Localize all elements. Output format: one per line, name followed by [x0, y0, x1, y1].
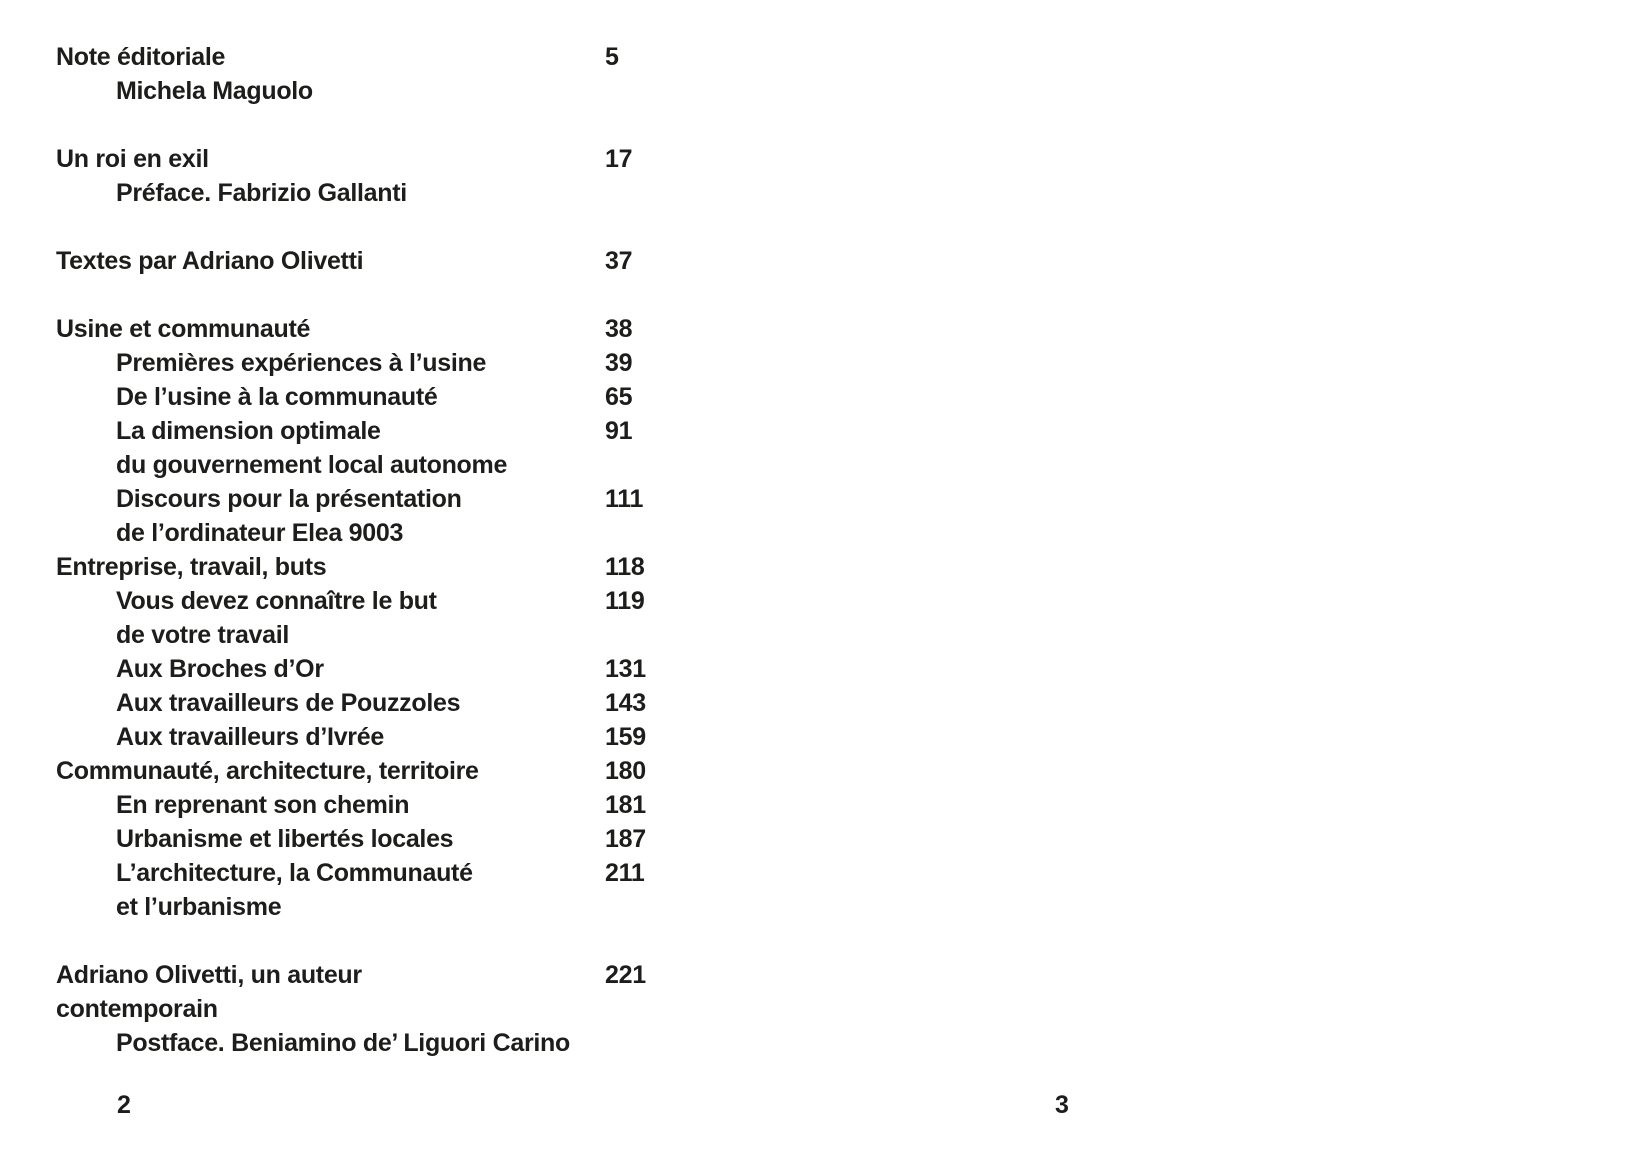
- toc-spacer: [56, 278, 756, 312]
- toc-entry-label: Note éditoriale: [56, 43, 226, 71]
- toc-entry-label: du gouvernement local autonome: [116, 451, 508, 479]
- toc-entry: [56, 448, 756, 482]
- toc-entry-page-number: 181: [605, 791, 646, 819]
- toc-entry: [56, 176, 756, 210]
- toc-entry: [56, 652, 756, 686]
- toc-entry-label: Communauté, architecture, territoire: [56, 757, 479, 785]
- toc-entry-page-number: 91: [605, 417, 633, 445]
- toc-entry: [56, 992, 756, 1026]
- toc-entry-label: Vous devez connaître le but: [116, 587, 437, 615]
- toc-entry: [56, 958, 756, 992]
- toc-entry: [56, 244, 756, 278]
- toc-entry-label: Usine et communauté: [56, 315, 311, 343]
- toc-entry: [56, 856, 756, 890]
- toc-entry: [56, 890, 756, 924]
- toc-entry: [56, 142, 756, 176]
- toc-entry-page-number: 37: [605, 247, 633, 275]
- toc-entry-page-number: 118: [605, 553, 645, 581]
- toc-entry: [56, 312, 756, 346]
- toc-entry: [56, 618, 756, 652]
- toc-entry-label: contemporain: [56, 995, 218, 1023]
- toc-entry-label: Un roi en exil: [56, 145, 209, 173]
- toc-entry-page-number: 38: [605, 315, 633, 343]
- right-page-number: 3: [1055, 1091, 1069, 1119]
- toc-entry-label: Postface. Beniamino de’ Liguori Carino: [116, 1029, 570, 1057]
- toc-entry-label: Entreprise, travail, buts: [56, 553, 327, 581]
- toc-entry: [56, 414, 756, 448]
- toc-entry-label: de l’ordinateur Elea 9003: [116, 519, 404, 547]
- toc-entry-page-number: 143: [605, 689, 646, 717]
- toc-entry-page-number: 17: [605, 145, 633, 173]
- toc-entry: [56, 1026, 756, 1060]
- toc-entry-label: Urbanisme et libertés locales: [116, 825, 454, 853]
- toc-entry: [56, 482, 756, 516]
- toc-entry: [56, 584, 756, 618]
- toc-entry-label: Aux Broches d’Or: [116, 655, 324, 683]
- toc-entry: [56, 550, 756, 584]
- toc-entry: [56, 346, 756, 380]
- toc-entry: [56, 516, 756, 550]
- table-of-contents: [56, 40, 756, 1060]
- toc-entry-page-number: 211: [605, 859, 645, 887]
- toc-entry: [56, 40, 756, 74]
- toc-entry-page-number: 39: [605, 349, 633, 377]
- toc-entry-label: L’architecture, la Communauté: [116, 859, 473, 887]
- toc-entry: [56, 380, 756, 414]
- toc-entry-label: Premières expériences à l’usine: [116, 349, 487, 377]
- toc-entry-page-number: 180: [605, 757, 646, 785]
- toc-spacer: [56, 210, 756, 244]
- toc-entry-label: Aux travailleurs d’Ivrée: [116, 723, 384, 751]
- toc-entry-label: La dimension optimale: [116, 417, 381, 445]
- toc-entry-page-number: 159: [605, 723, 646, 751]
- toc-spacer: [56, 108, 756, 142]
- toc-spacer: [56, 924, 756, 958]
- toc-entry-label: En reprenant son chemin: [116, 791, 410, 819]
- toc-entry-page-number: 119: [605, 587, 645, 615]
- toc-entry-page-number: 187: [605, 825, 646, 853]
- toc-entry: [56, 74, 756, 108]
- blank-page: [822, 0, 1644, 1172]
- toc-entry-label: Discours pour la présentation: [116, 485, 462, 513]
- toc-entry-page-number: 5: [605, 43, 619, 71]
- toc-entry-label: Michela Maguolo: [116, 77, 313, 105]
- toc-entry-label: Aux travailleurs de Pouzzoles: [116, 689, 461, 717]
- toc-entry-page-number: 131: [605, 655, 646, 683]
- toc-entry-label: Adriano Olivetti, un auteur: [56, 961, 362, 989]
- left-page-number: 2: [117, 1091, 131, 1119]
- toc-entry-page-number: 65: [605, 383, 633, 411]
- toc-entry-label: Préface. Fabrizio Gallanti: [116, 179, 407, 207]
- toc-entry: [56, 788, 756, 822]
- toc-entry: [56, 720, 756, 754]
- toc-entry-label: Textes par Adriano Olivetti: [56, 247, 364, 275]
- toc-entry-label: et l’urbanisme: [116, 893, 282, 921]
- toc-entry: [56, 754, 756, 788]
- toc-entry: [56, 686, 756, 720]
- toc-entry: [56, 822, 756, 856]
- toc-entry-label: de votre travail: [116, 621, 290, 649]
- toc-entry-page-number: 221: [605, 961, 646, 989]
- toc-entry-label: De l’usine à la communauté: [116, 383, 438, 411]
- toc-entry-page-number: 111: [605, 485, 644, 513]
